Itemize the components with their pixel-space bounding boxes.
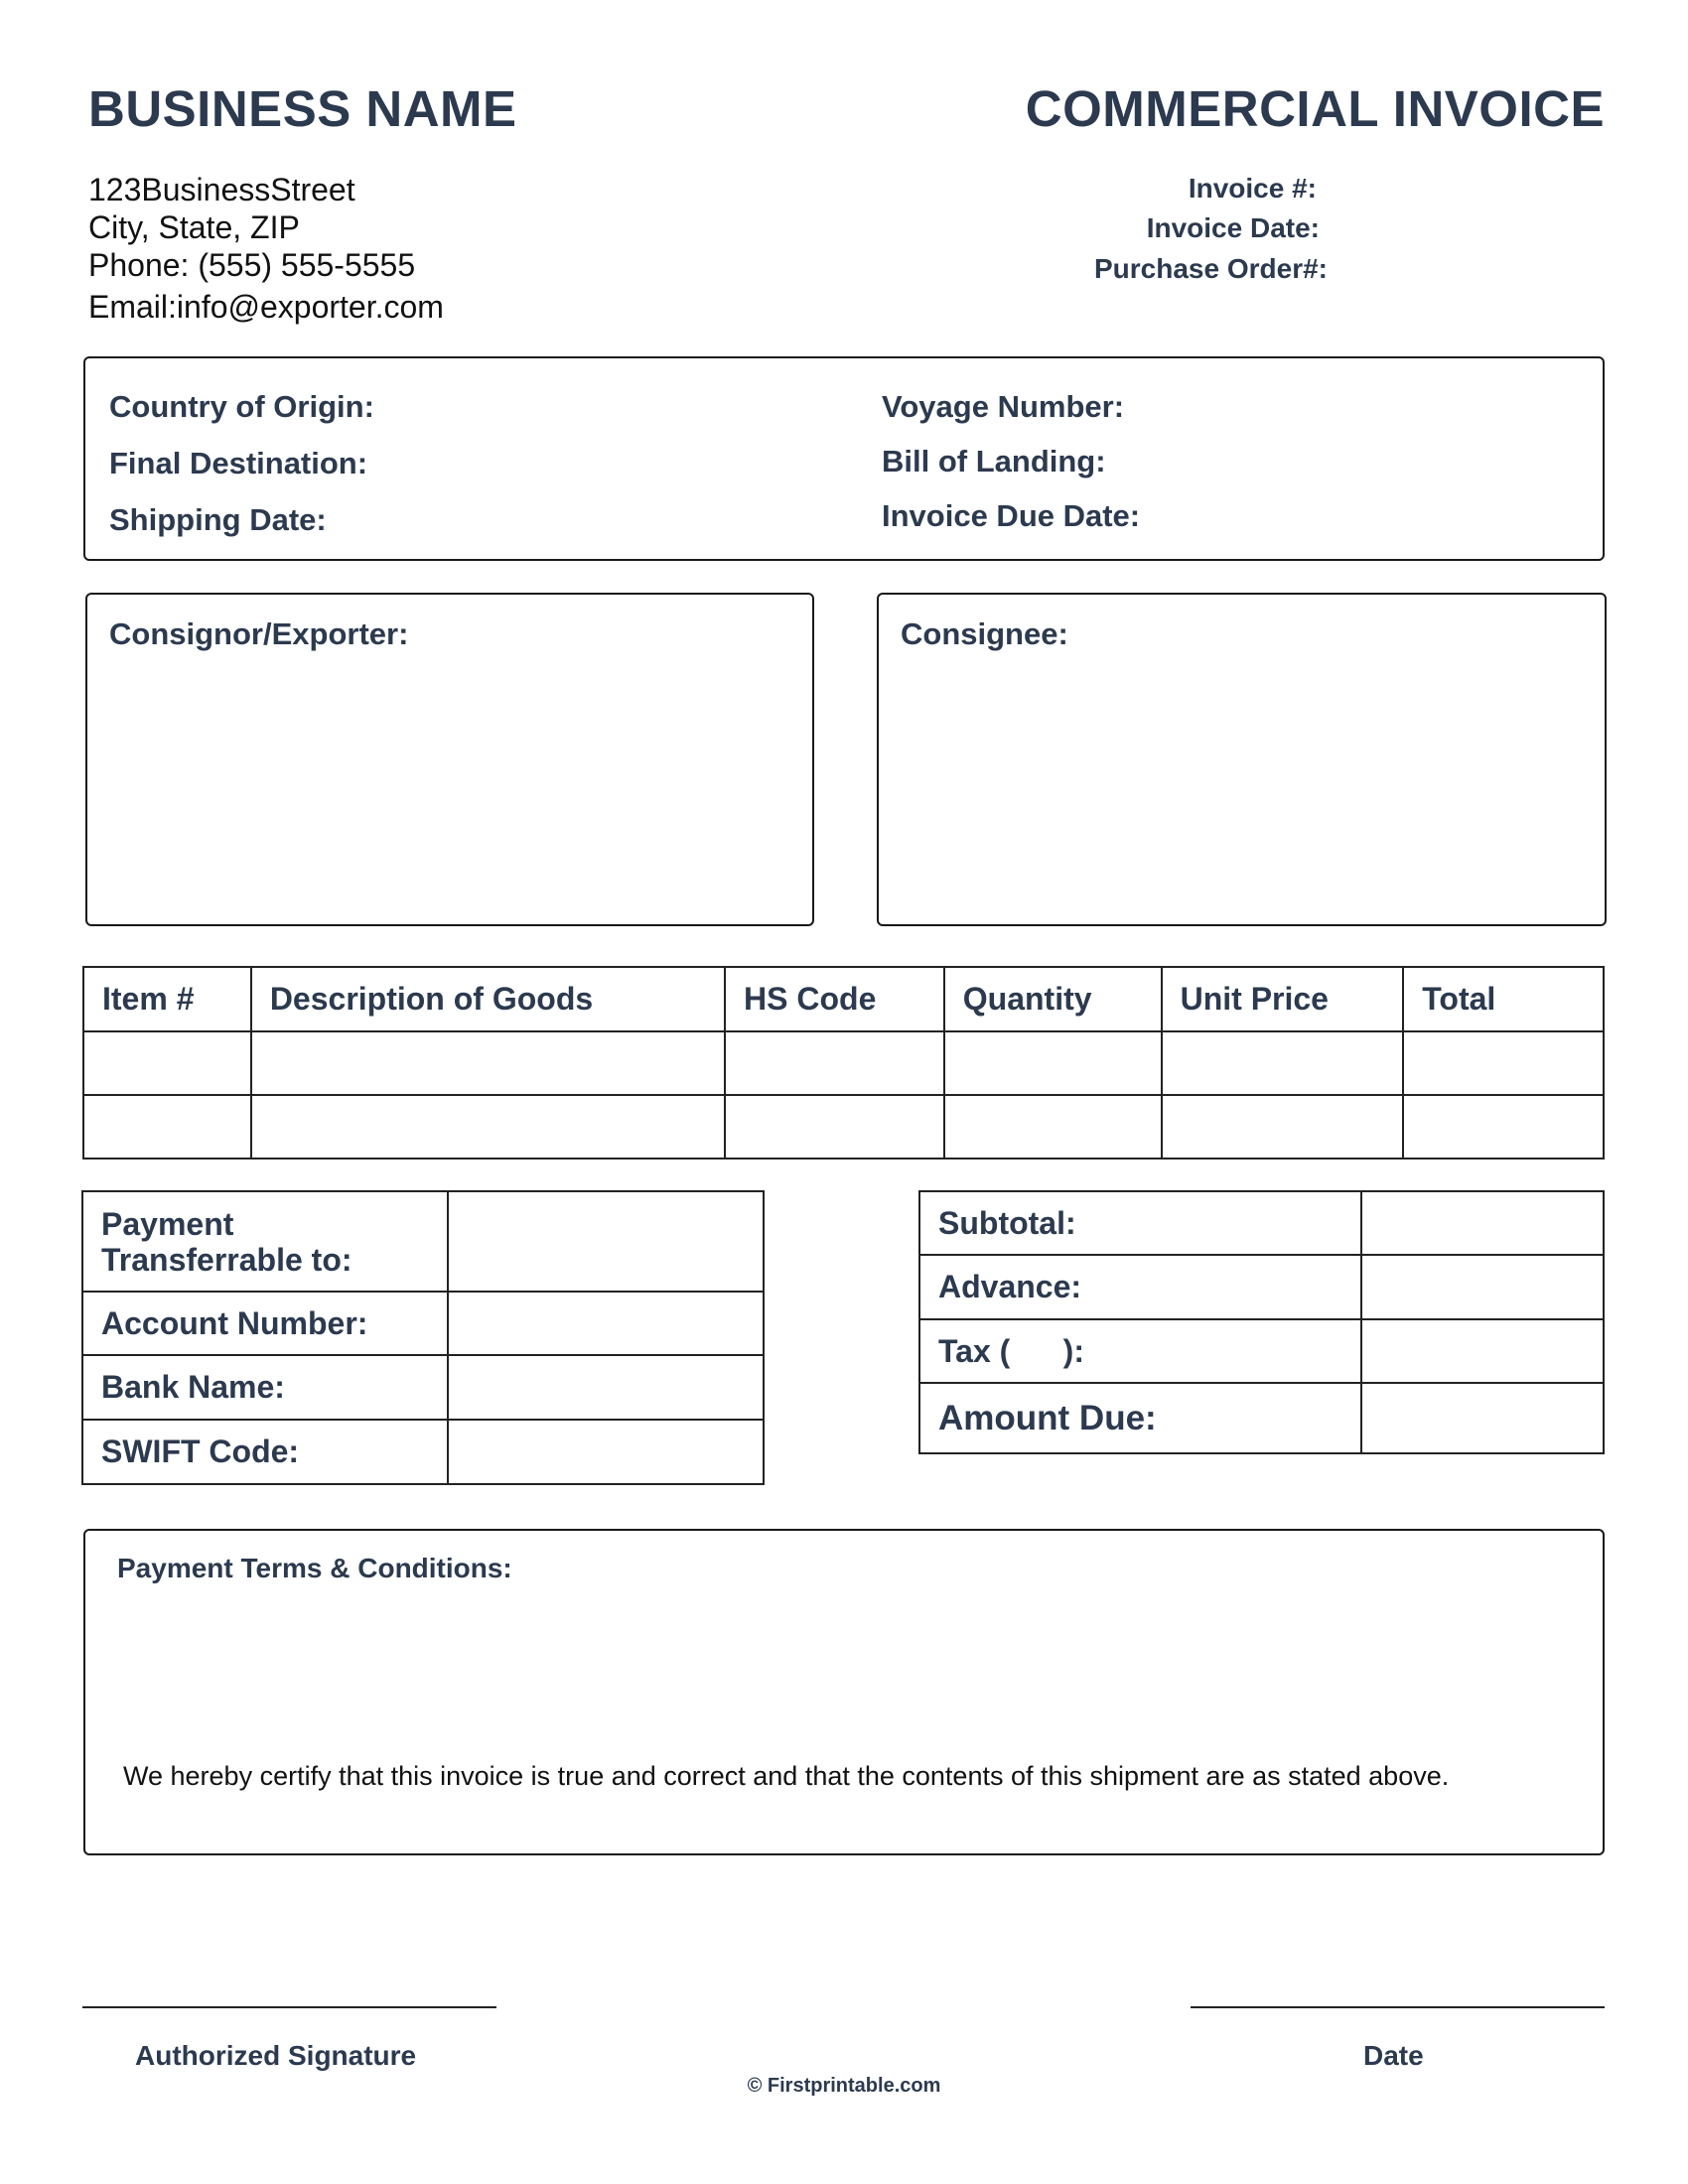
cell-hs-code[interactable] (725, 1095, 944, 1159)
subtotal-label: Subtotal: (919, 1191, 1361, 1255)
cell-item-number[interactable] (83, 1095, 251, 1159)
invoice-number-label: Invoice #: (1188, 173, 1317, 204)
payment-row (82, 1191, 764, 1292)
payment-row (82, 1292, 764, 1355)
copyright-text: © Firstprintable.com (747, 2075, 941, 2097)
totals-table (918, 1190, 1605, 1454)
subtotal-value[interactable] (1361, 1191, 1604, 1255)
final-destination-label: Final Destination: (109, 446, 368, 480)
tax-value[interactable] (1361, 1319, 1604, 1383)
signature-label: Authorized Signature (135, 2040, 417, 2071)
address-phone: Phone: (555) 555-5555 (88, 247, 416, 283)
header-unit-price: Unit Price (1162, 967, 1404, 1031)
cell-quantity[interactable] (944, 1031, 1162, 1095)
header-hs-code: HS Code (725, 967, 944, 1031)
consignee-box[interactable] (877, 593, 1607, 926)
header-item-number: Item # (83, 967, 251, 1031)
cell-unit-price[interactable] (1162, 1095, 1404, 1159)
shipping-info-box (83, 356, 1605, 561)
terms-box (83, 1529, 1605, 1855)
account-number-value[interactable] (448, 1292, 764, 1355)
terms-heading: Payment Terms & Conditions: (117, 1553, 512, 1583)
invoice-date-label: Invoice Date: (1146, 212, 1320, 243)
header-quantity: Quantity (944, 967, 1162, 1031)
cell-item-number[interactable] (83, 1031, 251, 1095)
cell-quantity[interactable] (944, 1095, 1162, 1159)
date-label: Date (1363, 2040, 1424, 2071)
voyage-number-label: Voyage Number: (882, 389, 1125, 424)
amount-due-value[interactable] (1361, 1383, 1604, 1453)
certification-text: We hereby certify that this invoice is true and correct and that the contents of this shipment are as stated above. (123, 1761, 1450, 1791)
consignor-box[interactable] (85, 593, 814, 926)
purchase-order-label: Purchase Order#: (1094, 253, 1328, 284)
amount-due-label: Amount Due: (919, 1383, 1361, 1453)
consignee-label: Consignee: (901, 616, 1068, 651)
header-description: Description of Goods (251, 967, 725, 1031)
signature-line (82, 2006, 496, 2008)
header-total: Total (1403, 967, 1604, 1031)
consignor-label: Consignor/Exporter: (109, 616, 409, 651)
cell-unit-price[interactable] (1162, 1031, 1404, 1095)
swift-code-value[interactable] (448, 1420, 764, 1484)
shipping-date-label: Shipping Date: (109, 502, 327, 537)
table-row (83, 1031, 1604, 1095)
address-email: Email:info@exporter.com (88, 289, 444, 325)
payment-row (82, 1355, 764, 1420)
table-row (83, 1095, 1604, 1159)
items-table (82, 966, 1605, 1160)
invoice-due-date-label: Invoice Due Date: (882, 498, 1141, 533)
advance-label: Advance: (919, 1255, 1361, 1319)
address-street: 123BusinessStreet (88, 172, 355, 207)
totals-row (919, 1319, 1604, 1383)
payment-transferrable-line1: Payment (101, 1205, 234, 1242)
items-table-header (83, 967, 1604, 1031)
address-city: City, State, ZIP (88, 209, 300, 245)
account-number-label: Account Number: (82, 1292, 448, 1355)
payment-transferrable-line2: Transferrable to: (101, 1241, 352, 1278)
country-of-origin-label: Country of Origin: (109, 389, 374, 424)
bank-name-label: Bank Name: (82, 1355, 448, 1420)
payment-transferrable-value[interactable] (448, 1191, 764, 1292)
totals-row (919, 1191, 1604, 1255)
cell-description[interactable] (251, 1031, 725, 1095)
totals-row (919, 1255, 1604, 1319)
document-title: COMMERCIAL INVOICE (1025, 80, 1605, 137)
cell-description[interactable] (251, 1095, 725, 1159)
business-name: BUSINESS NAME (88, 80, 517, 137)
swift-code-label: SWIFT Code: (82, 1420, 448, 1484)
payment-details-table (81, 1190, 765, 1485)
cell-total[interactable] (1403, 1095, 1604, 1159)
bank-name-value[interactable] (448, 1355, 764, 1420)
cell-total[interactable] (1403, 1031, 1604, 1095)
payment-row (82, 1420, 764, 1484)
cell-hs-code[interactable] (725, 1031, 944, 1095)
payment-transferrable-label (82, 1191, 448, 1292)
date-line (1191, 2006, 1605, 2008)
bill-of-landing-label: Bill of Landing: (882, 444, 1106, 478)
totals-row (919, 1383, 1604, 1453)
advance-value[interactable] (1361, 1255, 1604, 1319)
tax-label: Tax ( ): (919, 1319, 1361, 1383)
